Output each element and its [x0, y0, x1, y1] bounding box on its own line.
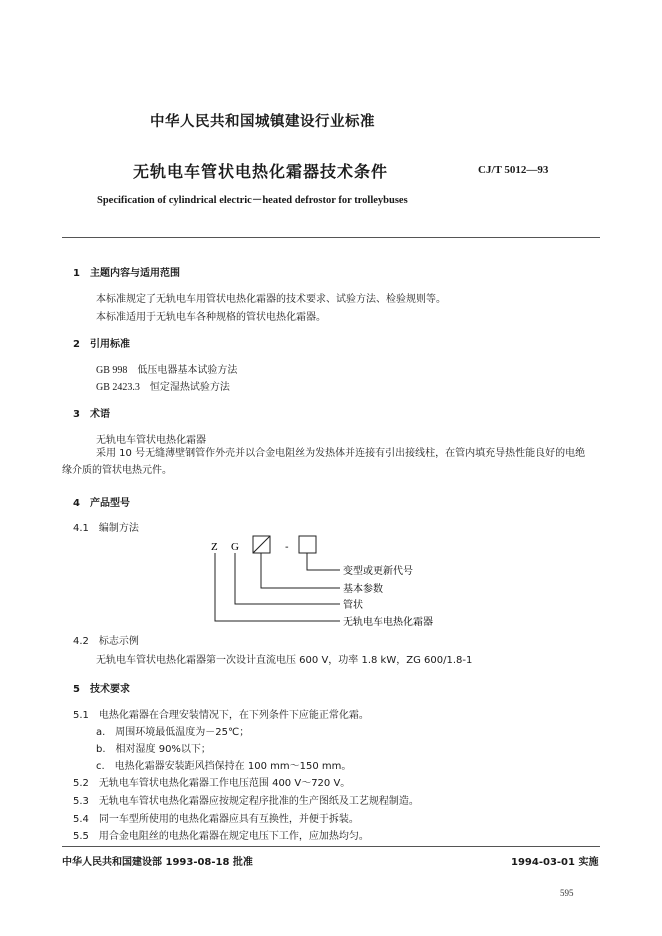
diagram-label-variant: 变型或更新代号 — [343, 566, 413, 577]
clause-5-5: 5.5 用合金电阻丝的电热化霜器在规定电压下工作，应加热均匀。 — [73, 831, 369, 842]
diagram-label-tubular: 管状 — [343, 600, 363, 611]
section-4-2-heading: 4.2 标志示例 — [73, 636, 139, 647]
diagram-leader-1 — [307, 553, 340, 570]
section-3-heading: 3 术语 — [73, 409, 110, 420]
section-4-heading: 4 产品型号 — [73, 498, 130, 509]
diagram-leader-4 — [215, 553, 340, 621]
model-code-diagram — [200, 528, 480, 638]
reference-gb998: GB 998 低压电器基本试验方法 — [96, 365, 238, 376]
diagram-box-diagonal — [253, 536, 270, 553]
clause-5-1-c: c. 电热化霜器安装距风挡保持在 100 mm～150 mm。 — [96, 761, 352, 772]
reference-gb2423: GB 2423.3 恒定湿热试验方法 — [96, 382, 230, 393]
implementation-date: 1994-03-01 实施 — [511, 857, 599, 868]
section-5-heading: 5 技术要求 — [73, 684, 130, 695]
english-title: Specification of cylindrical electric－heated defrostor for trolleybuses — [97, 195, 408, 206]
section-1-para-2: 本标准适用于无轨电车各种规格的管状电热化霜器。 — [96, 312, 326, 323]
section-4-1-heading: 4.1 编制方法 — [73, 523, 139, 534]
marking-example: 无轨电车管状电热化霜器第一次设计直流电压 600 V，功率 1.8 kW，ZG 600/1.8-1 — [96, 655, 473, 666]
section-1-heading: 1 主题内容与适用范围 — [73, 268, 180, 279]
page-number: 595 — [560, 888, 574, 898]
clause-5-1-b: b. 相对湿度 90%以下； — [96, 744, 211, 755]
footer-divider — [62, 846, 600, 847]
diagram-letter-z: Z — [211, 541, 218, 553]
clause-5-3: 5.3 无轨电车管状电热化霜器应按规定程序批准的生产图纸及工艺规程制造。 — [73, 796, 419, 807]
term-name: 无轨电车管状电热化霜器 — [96, 435, 206, 446]
section-1-para-1: 本标准规定了无轨电车用管状电热化霜器的技术要求、试验方法、检验规则等。 — [96, 294, 446, 305]
clause-5-1: 5.1 电热化霜器在合理安装情况下，在下列条件下应能正常化霜。 — [73, 710, 369, 721]
clause-5-4: 5.4 同一车型所使用的电热化霜器应具有互换性，并便于拆装。 — [73, 814, 359, 825]
clause-5-2: 5.2 无轨电车管状电热化霜器工作电压范围 400 V～720 V。 — [73, 778, 351, 789]
section-2-heading: 2 引用标准 — [73, 339, 130, 350]
term-definition: 采用 10 号无缝薄壁钢管作外壳并以合金电阻丝为发热体并连接有引出接线柱，在管内填充导热性能良好的电绝缘介质的管状电热元件。 — [62, 448, 586, 476]
diagram-variant-box — [299, 536, 316, 553]
approval-date: 中华人民共和国建设部 1993-08-18 批准 — [62, 857, 253, 868]
diagram-dash: - — [285, 542, 289, 553]
issuing-organization: 中华人民共和国城镇建设行业标准 — [150, 114, 375, 130]
diagram-label-product: 无轨电车电热化霜器 — [343, 617, 433, 628]
header-divider — [62, 237, 600, 238]
diagram-label-parameter: 基本参数 — [343, 584, 383, 595]
diagram-leader-3 — [235, 553, 340, 604]
clause-5-1-a: a. 周围环境最低温度为－25℃； — [96, 727, 250, 738]
diagram-letter-g: G — [231, 541, 239, 553]
document-title: 无轨电车管状电热化霜器技术条件 — [133, 162, 389, 181]
standard-code: CJ/T 5012—93 — [478, 164, 549, 176]
